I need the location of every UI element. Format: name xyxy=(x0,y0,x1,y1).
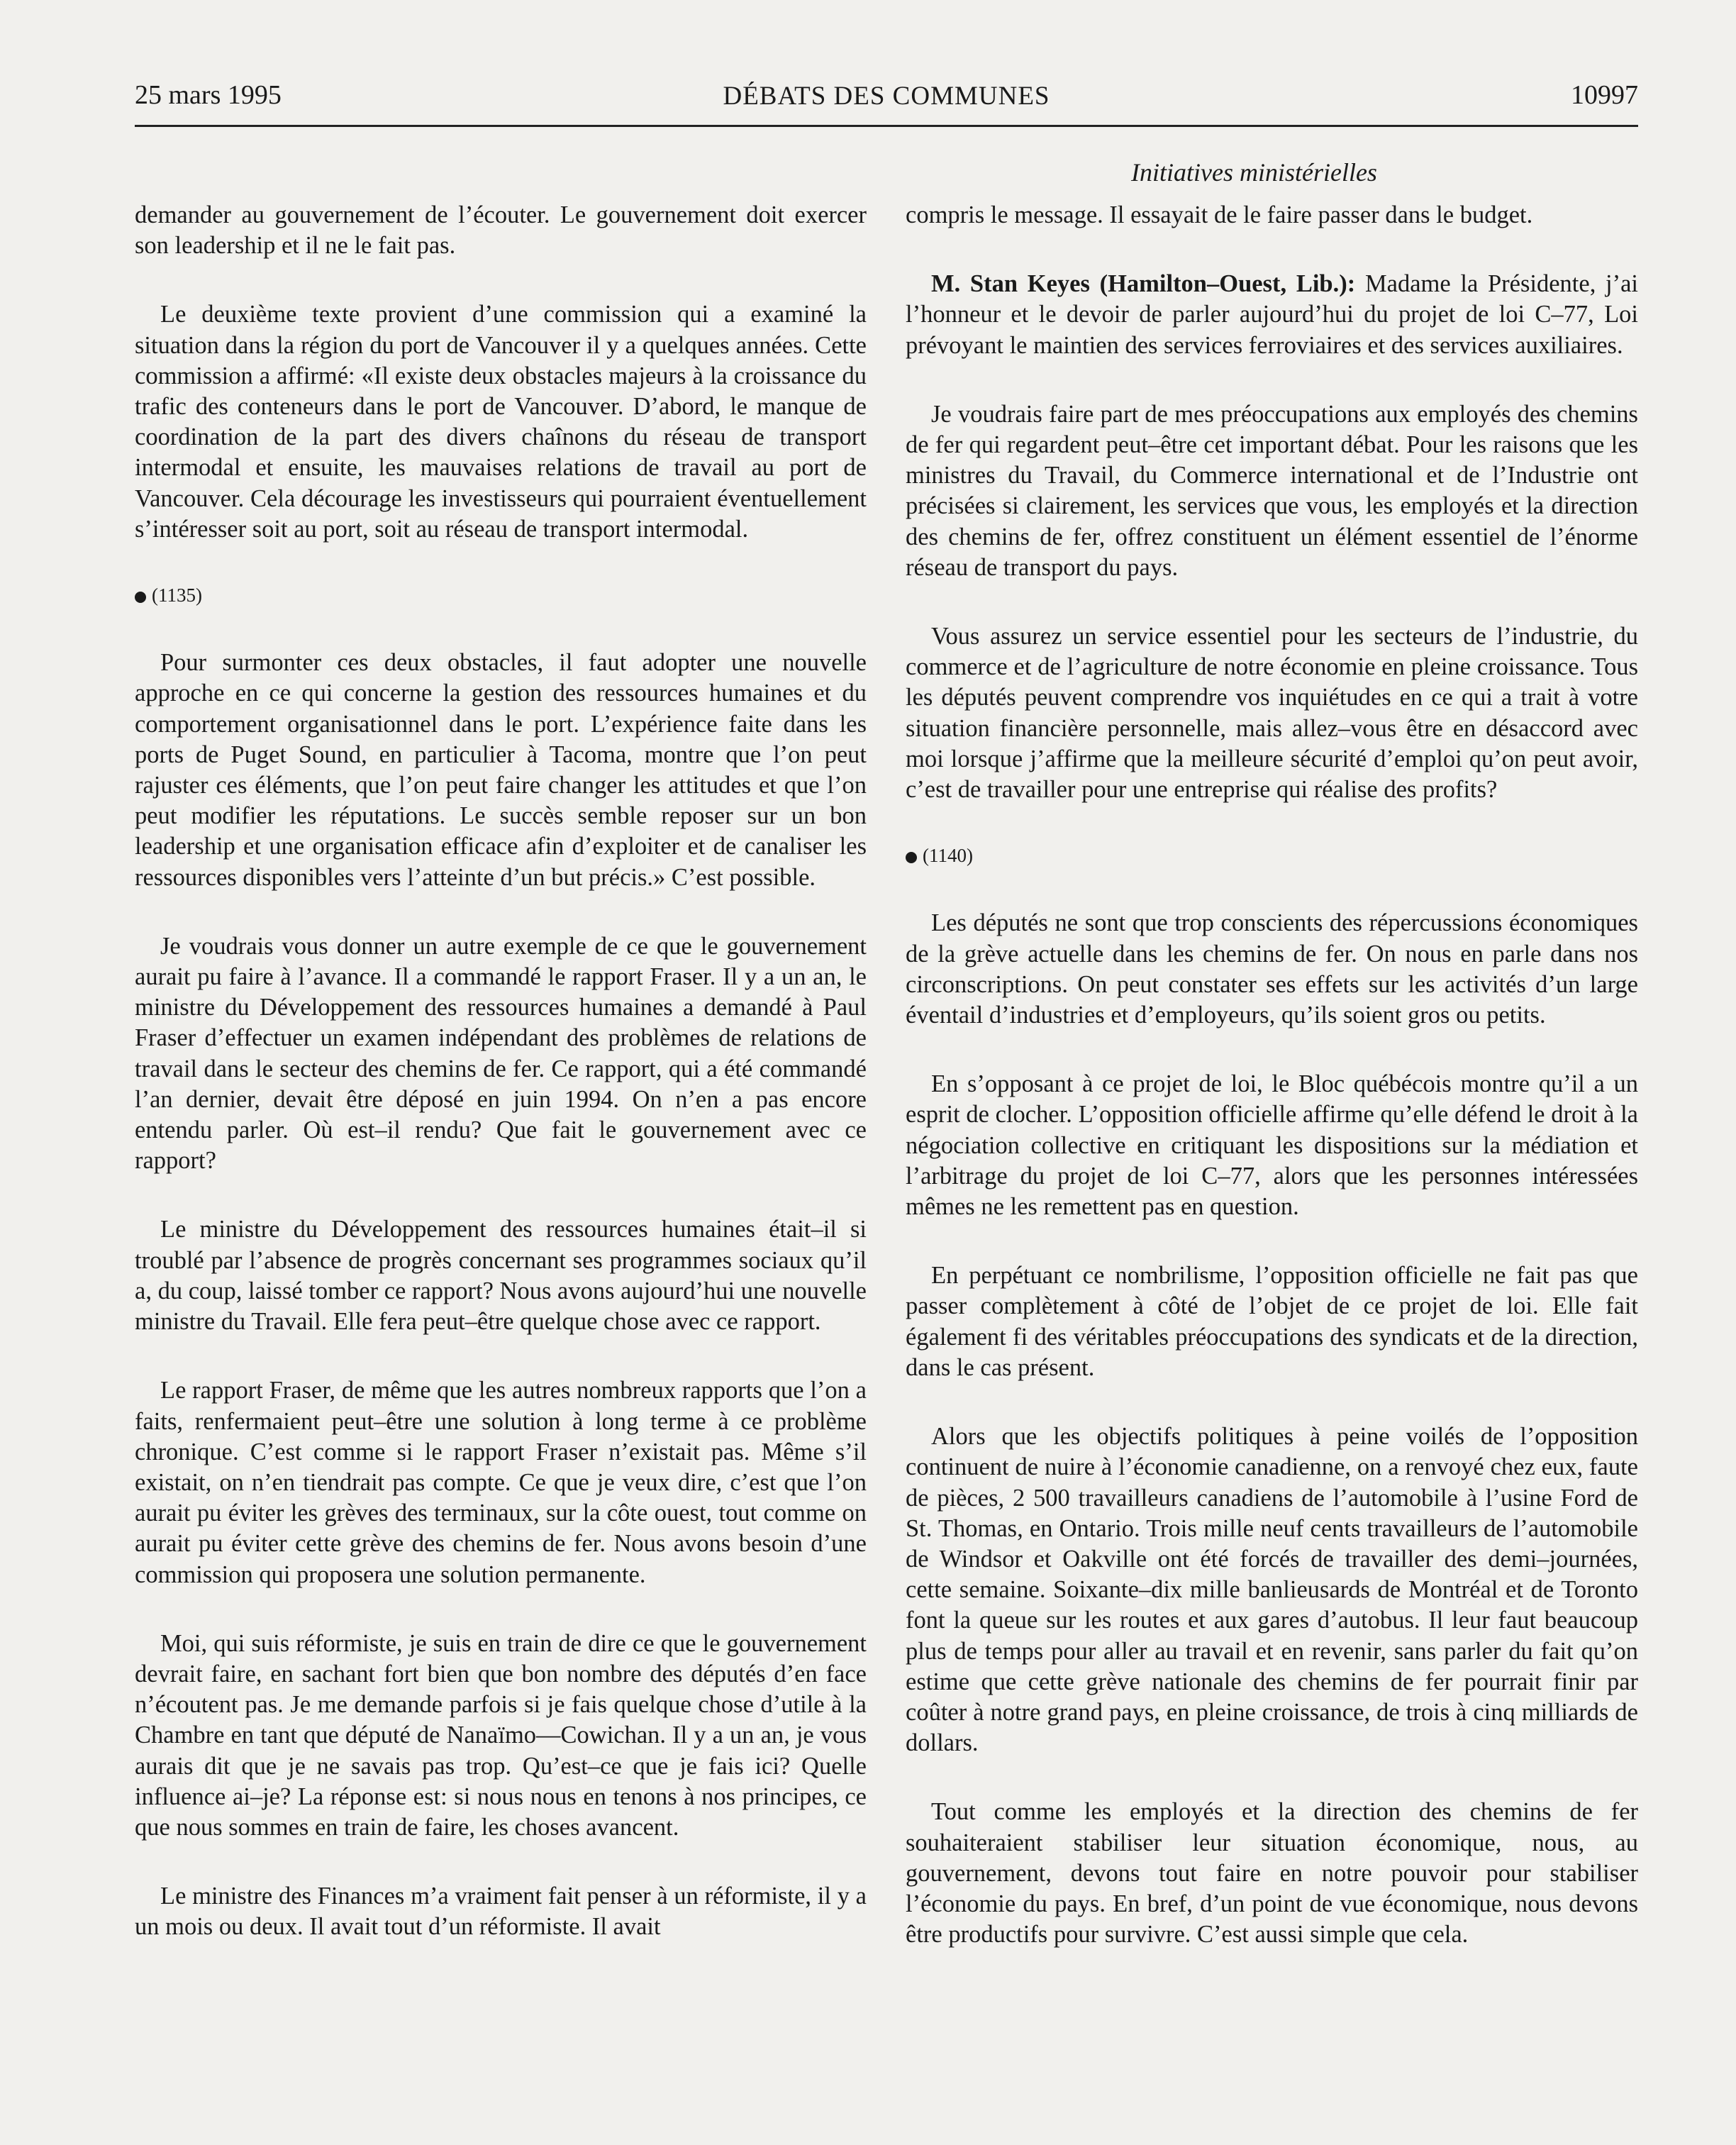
right-column xyxy=(906,200,1638,1988)
speaker-name: M. Stan Keyes (Hamilton–Ouest, Lib.): xyxy=(931,270,1356,298)
paragraph: En s’opposant à ce projet de loi, le Bloc québécois montre qu’il a un esprit de clocher. L’opposition officielle affirme qu’elle défend le droit à la négociation collective en critiquant les dispositions sur la médiation et l’arbitrage du projet de loi C–77, alors que les personnes intéressées mêmes ne les remettent pas en question. xyxy=(906,1070,1638,1221)
time-marker-label: (1135) xyxy=(152,584,202,606)
paragraph: Les députés ne sont que trop conscients des répercussions économiques de la grève actuelle dans les chemins de fer. On nous en parle dans nos circonscriptions. On peut constater ses effets sur les activités d’un large éventail d’industries et d’employeurs, qu’ils soient gros ou petits. xyxy=(906,909,1638,1029)
header-date: 25 mars 1995 xyxy=(135,80,282,110)
paragraph: Je voudrais faire part de mes préoccupations aux employés des chemins de fer qui regardent peut–être cet important débat. Pour les raisons que les ministres du Travail, du Commerce international et de l’Industrie ont précisées si clairement, les services que vous, les employés et la direction des chemins de fer, offrez constituent un élément essentiel de l’énorme réseau de transport du pays. xyxy=(906,400,1638,581)
paragraph: Le ministre du Développement des ressources humaines était–il si troublé par l’absence de progrès concernant ses programmes sociaux qu’il a, du coup, laissé tomber ce rapport? Nous avons aujourd’hui une nouvelle ministre du Travail. Elle fera peut–être quelque chose avec ce rapport. xyxy=(135,1216,867,1336)
paragraph: Le rapport Fraser, de même que les autres nombreux rapports que l’on a faits, renfermaient peut–être une solution à long terme à ce problème chronique. C’est comme si le rapport Fraser n’existait pas. Même s’il existait, on n’en tiendrait pas compte. Ce que je veux dire, c’est que l’on aurait pu éviter les grèves des terminaux, sur la côte ouest, tout comme on aurait pu éviter cette grève des chemins de fer. Nous avons besoin d’une commission qui proposera une solution permanente. xyxy=(135,1377,867,1588)
time-marker-label: (1140) xyxy=(923,845,973,867)
paragraph: Je voudrais vous donner un autre exemple de ce que le gouvernement aurait pu faire à l’avance. Il a commandé le rapport Fraser. Il y a un an, le ministre du Développement des ressources humaines a demandé à Paul Fraser d’effectuer un examen indépendant des problèmes de relations de travail dans le secteur des chemins de fer. Ce rapport, qui a été commandé l’an dernier, devait être déposé en juin 1994. On n’en a pas encore entendu parler. Où est–il rendu? Que fait le gouvernement avec ce rapport? xyxy=(135,932,867,1175)
bullet-icon xyxy=(906,852,917,863)
left-column xyxy=(135,200,867,1981)
speech-paragraph xyxy=(906,269,1638,361)
paragraph: En perpétuant ce nombrilisme, l’opposition officielle ne fait pas que passer complètement à côté de l’objet de ce projet de loi. Elle fait également fi des véritables préoccupations des syndicats et de la direction, dans le cas présent. xyxy=(906,1262,1638,1381)
page-header xyxy=(135,79,1638,127)
paragraph: demander au gouvernement de l’écouter. Le gouvernement doit exercer son leadership et il ne le fait pas. xyxy=(135,201,867,260)
paragraph: Vous assurez un service essentiel pour les secteurs de l’industrie, du commerce et de l’agriculture de notre économie en pleine croissance. Tous les députés peuvent comprendre vos inquiétudes en ce qui a trait à votre situation financière personnelle, mais allez–vous être en désaccord avec moi lorsque j’affirme que la meilleure sécurité d’emploi qu’on peut avoir, c’est de travailler pour une entreprise qui réalise des profits? xyxy=(906,623,1638,804)
time-marker xyxy=(906,841,1638,871)
header-page-number: 10997 xyxy=(1571,80,1638,110)
running-title: Initiatives ministérielles xyxy=(1131,158,1377,187)
paragraph: Le ministre des Finances m’a vraiment fait penser à un réformiste, il y a un mois ou deux. Il avait tout d’un réformiste. Il avait xyxy=(135,1883,867,1941)
paragraph: compris le message. Il essayait de le faire passer dans le budget. xyxy=(906,201,1533,228)
paragraph: Moi, qui suis réformiste, je suis en train de dire ce que le gouvernement devrait faire, en sachant fort bien que bon nombre des députés d’en face n’écoutent pas. Je me demande parfois si je fais quelque chose d’utile à la Chambre en tant que député de Nanaïmo—Cowichan. Il y a un an, je vous aurais dit que je ne savais pas trop. Qu’est–ce que je fais ici? Quelle influence ai–je? La réponse est: si nous nous en tenons à nos principes, ce que nous sommes en train de faire, les choses avancent. xyxy=(135,1629,867,1841)
header-title: DÉBATS DES COMMUNES xyxy=(723,82,1050,111)
paragraph: Alors que les objectifs politiques à peine voilés de l’opposition continuent de nuire à l’économie canadienne, on a renvoyé chez eux, faute de pièces, 2 500 travailleurs canadiens de l’automobile à l’usine Ford de St. Thomas, en Ontario. Trois mille neuf cents travailleurs de l’automobile de Windsor et Oakville ont été forcés de travailler des demi–journées, cette semaine. Soixante–dix mille banlieusards de Montréal et de Toronto font la queue sur les routes et aux gares d’autobus. Il leur faut beaucoup plus de temps pour aller au travail et en revenir, sans parler du fait qu’on estime que cette grève nationale des chemins de fer pourrait finir par coûter à notre grand pays, en pleine croissance, de trois à cinq milliards de dollars. xyxy=(906,1423,1638,1757)
bullet-icon xyxy=(135,592,146,603)
speech-text: Madame la Présidente, j’ai l’honneur et le devoir de parler aujourd’hui du projet de loi C–77, Loi prévoyant le maintien des services ferroviaires et des services auxiliaires. xyxy=(906,270,1639,359)
paragraph: Tout comme les employés et la direction des chemins de fer souhaiteraient stabiliser leur situation économique, nous, au gouvernement, devons tout faire en notre pouvoir pour stabiliser l’économie du pays. En bref, d’un point de vue économique, nous devons être productifs pour survivre. C’est aussi simple que cela. xyxy=(906,1798,1638,1949)
paragraph: Pour surmonter ces deux obstacles, il faut adopter une nouvelle approche en ce qui concerne la gestion des ressources humaines et du comportement organisationnel dans le port. L’expérience faite dans les ports de Puget Sound, en particulier à Tacoma, montre que l’on peut rajuster ces éléments, que l’on peut faire changer les attitudes et que l’on peut modifier les réputations. Le succès semble reposer sur un bon leadership et une organisation efficace afin d’exploiter et de canaliser les ressources disponibles vers l’atteinte d’un but précis.» C’est possible. xyxy=(135,649,867,891)
time-marker xyxy=(135,580,867,611)
paragraph: Le deuxième texte provient d’une commission qui a examiné la situation dans la région du port de Vancouver il y a quelques années. Cette commission a affirmé: «Il existe deux obstacles majeurs à la croissance du trafic des conteneurs dans le port de Vancouver. D’abord, le manque de coordination de la part des divers chaînons du réseau de transport intermodal et ensuite, les mauvaises relations de travail au port de Vancouver. Cela décourage les investisseurs qui pourraient éventuellement s’intéresser soit au port, soit au réseau de transport intermodal. xyxy=(135,301,867,543)
